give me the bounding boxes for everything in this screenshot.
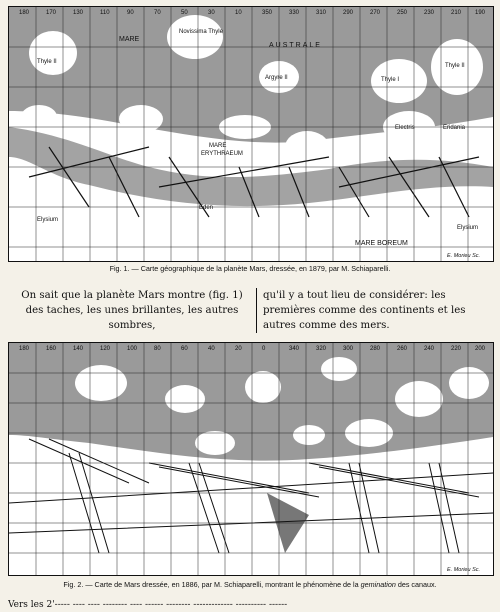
label-eridania: Eridania	[443, 125, 466, 131]
fig1-scale-14: 250	[397, 10, 408, 16]
label-australe: AUSTRALE	[269, 42, 322, 49]
cut-off-text-line: Vers les 2'----- ---- ---- -------- ---- ------ -------- ------------- ---------- ------	[8, 600, 288, 610]
fig2-scale-1: 160	[46, 346, 57, 352]
fig1-scale-17: 190	[475, 10, 486, 16]
fig2-scale-12: 300	[343, 346, 354, 352]
fig2-scale-9: 0	[262, 346, 266, 352]
label-thyle-i: Thyle I	[381, 77, 400, 83]
fig2-scale-3: 120	[100, 346, 111, 352]
fig1-caption: Fig. 1. — Carte géographique de la planète Mars, dressée, en 1879, par M. Schiaparelli.	[109, 264, 391, 273]
fig2-scale-13: 280	[370, 346, 381, 352]
fig1-scale-1: 170	[46, 10, 57, 16]
label-eden: Eden	[199, 205, 214, 211]
label-elysium-left: Elysium	[37, 217, 59, 223]
fig2-scale-16: 220	[451, 346, 462, 352]
fig1-scale-4: 90	[127, 10, 134, 16]
fig2-caption-before: Fig. 2. — Carte de Mars dressée, en 1886, par M. Schiaparelli, montrant le phénomène de la	[63, 580, 361, 589]
fig1-scale-note: E. Morieu Sc.	[447, 253, 481, 259]
label-electris: Electris	[395, 125, 415, 131]
fig2-caption	[0, 580, 500, 589]
fig1-scale-8: 10	[235, 10, 242, 16]
fig2-scale-note: E. Morieu Sc.	[447, 567, 481, 573]
mars-map-1886-drawing	[9, 343, 493, 575]
paragraph-right: qu'il y a tout lieu de considérer: les premières comme des continents et les autres comme des mers.	[256, 288, 499, 333]
mars-map-1886	[8, 342, 494, 576]
fig1-scale-7: 30	[208, 10, 215, 16]
fig1-scale-15: 230	[424, 10, 435, 16]
fig2-scale-5: 80	[154, 346, 161, 352]
label-mare: MARE	[119, 36, 140, 43]
label-argyre: Argyre II	[265, 75, 288, 81]
fig2-scale-17: 200	[475, 346, 486, 352]
fig1-scale-13: 270	[370, 10, 381, 16]
fig1-scale-2: 130	[73, 10, 84, 16]
label-elysium-right: Elysium	[457, 225, 479, 231]
fig2-scale-10: 340	[289, 346, 300, 352]
label-novissima-thyle: Novissima Thyle	[179, 29, 223, 35]
fig2-scale-4: 100	[127, 346, 138, 352]
label-thyle-ii-right: Thyle II	[445, 63, 465, 69]
paragraph-left: On sait que la planète Mars montre (fig. 1) des taches, les unes brillantes, les autres sombres,	[21, 290, 243, 331]
fig1-scale-12: 290	[343, 10, 354, 16]
mars-map-1879	[8, 6, 494, 262]
label-erythraeum: ERYTHRAEUM	[201, 151, 243, 157]
fig2-scale-8: 20	[235, 346, 242, 352]
fig1-scale-9: 350	[262, 10, 273, 16]
fig1-scale-11: 310	[316, 10, 327, 16]
fig1-scale-5: 70	[154, 10, 161, 16]
fig1-scale-10: 330	[289, 10, 300, 16]
label-mare-2: MARE	[209, 143, 227, 149]
fig2-scale-7: 40	[208, 346, 215, 352]
fig2-scale-2: 140	[73, 346, 84, 352]
fig2-caption-emphasis: gemination	[360, 580, 396, 589]
fig1-scale-3: 110	[100, 10, 110, 16]
fig2-scale-14: 260	[397, 346, 408, 352]
fig1-scale-16: 210	[451, 10, 462, 16]
fig2-scale-15: 240	[424, 346, 435, 352]
fig2-scale-0: 180	[19, 346, 30, 352]
fig1-scale-6: 50	[181, 10, 188, 16]
label-mare-boreum: MARE BOREUM	[355, 240, 408, 247]
fig1-scale-0: 180	[19, 10, 30, 16]
fig2-scale-11: 320	[316, 346, 327, 352]
fig2-scale-6: 60	[181, 346, 188, 352]
fig2-caption-after: des canaux.	[395, 580, 437, 589]
mars-map-1879-drawing	[9, 7, 493, 261]
label-thyle-ii-left: Thyle II	[37, 59, 57, 65]
